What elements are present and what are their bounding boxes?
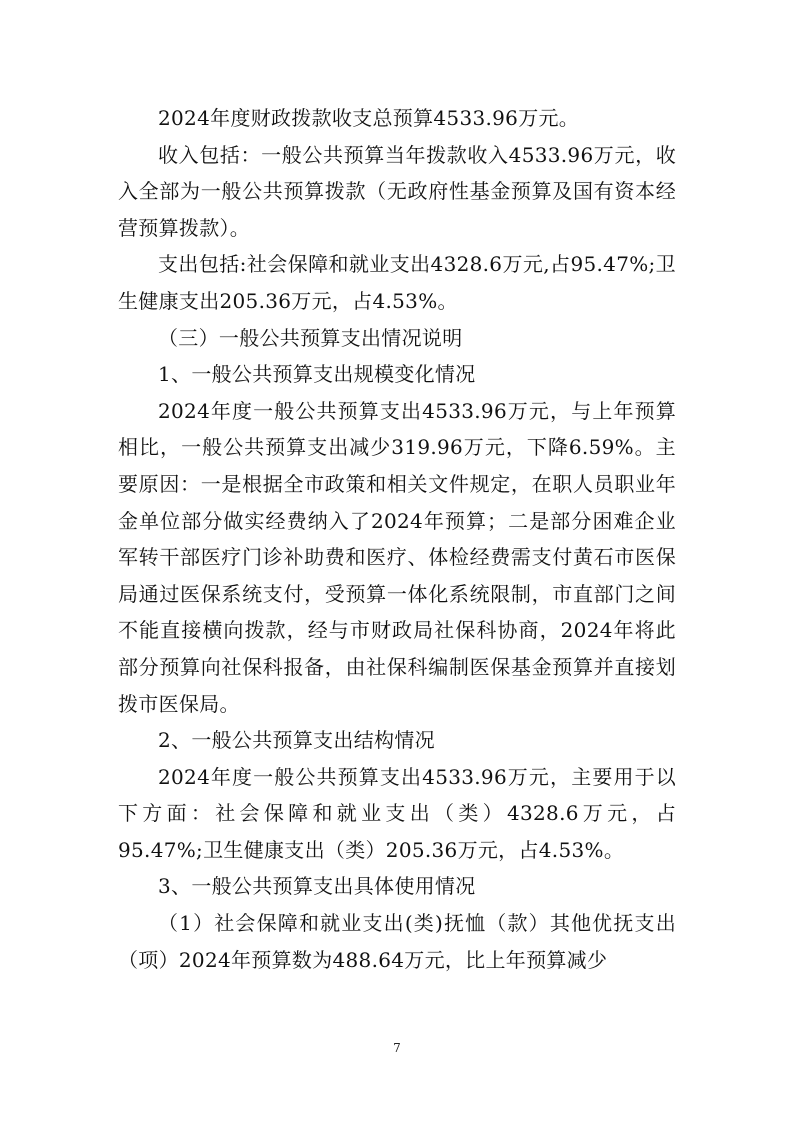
paragraph-usage-item-1: （1）社会保障和就业支出(类)抚恤（款）其他优抚支出（项）2024年预算数为488.64万元，比上年预算减少 [118,911,676,972]
paragraph-structure: 2024年度一般公共预算支出4533.96万元，主要用于以下方面：社会保障和就业支出（类）4328.6万元，占95.47%;卫生健康支出（类）205.36万元，占4.53%。 [118,764,676,862]
paragraph-total-budget: 2024年度财政拨款收支总预算4533.96万元。 [158,106,580,130]
paragraph-expenditure: 支出包括:社会保障和就业支出4328.6万元,占95.47%;卫生健康支出205.36万元，占4.53%。 [118,252,676,313]
section-heading-general-budget: （三）一般公共预算支出情况说明 [158,325,463,350]
paragraph-income: 收入包括：一般公共预算当年拨款收入4533.96万元，收入全部为一般公共预算拨款（无政府性基金预算及国有资本经营预算拨款）。 [118,142,676,240]
document-body [118,100,676,978]
paragraph-scale-change: 2024年度一般公共预算支出4533.96万元，与上年预算相比，一般公共预算支出减少319.96万元，下降6.59%。主要原因：一是根据全市政策和相关文件规定，在职人员职业年金单位部分做实经费纳入了2024年预算；二是部分困难企业军转干部医疗门诊补助费和医疗、体检经费需支付黄石市医保局通过医保系统支付，受预算一体化系统限制，市直部门之间不能直接横向拨款，经与市财政局社保科协商，2024年将此部分预算向社保科报备，由社保科编制医保基金预算并直接划拨市医保局。 [118,398,676,716]
subheading-scale-change: 1、一般公共预算支出规模变化情况 [158,362,476,387]
subheading-usage: 3、一般公共预算支出具体使用情况 [158,874,476,899]
page-number: 7 [393,1041,401,1055]
subheading-structure: 2、一般公共预算支出结构情况 [158,728,435,753]
